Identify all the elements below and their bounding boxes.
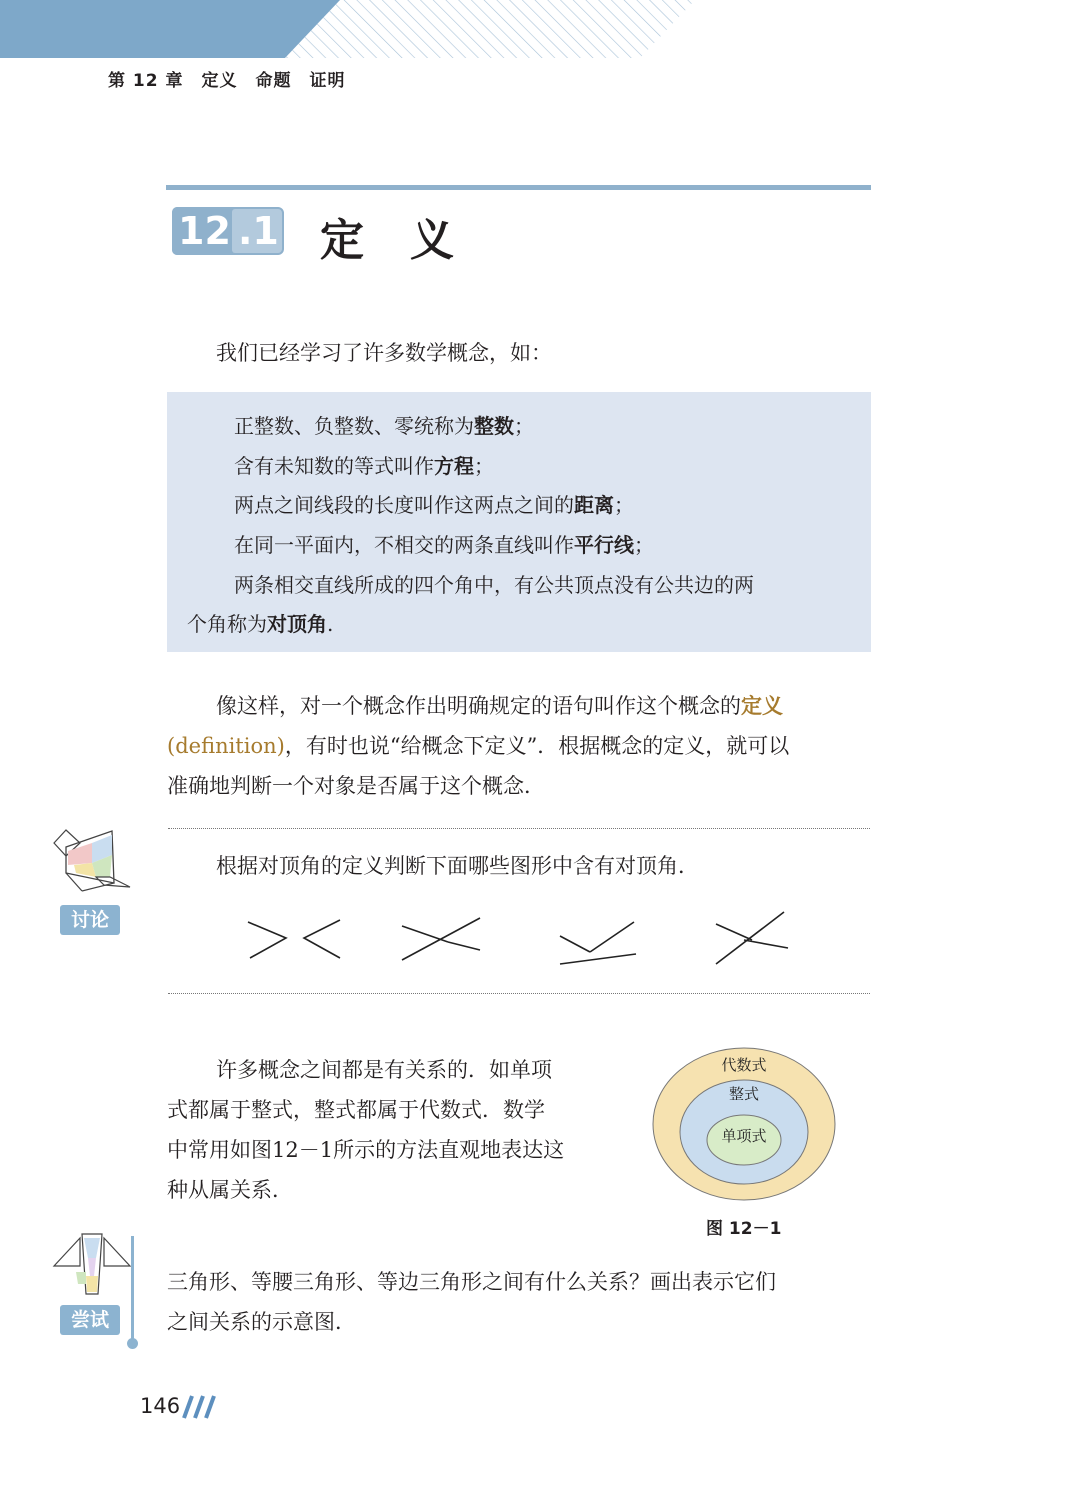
middle-label: 整式: [728, 1085, 760, 1103]
paragraph-line: 像这样，对一个概念作出明确规定的语句叫作这个概念的定义: [216, 694, 783, 718]
paragraph-line: 准确地判断一个对象是否属于这个概念．: [167, 774, 545, 798]
section-rule: [166, 185, 871, 190]
definition-paragraph: [167, 686, 871, 806]
definition-line: 含有未知数的等式叫作方程；: [234, 454, 494, 478]
try-label: 尝试: [60, 1305, 120, 1335]
definition-line: 在同一平面内，不相交的两条直线叫作平行线；: [234, 533, 654, 557]
section-number-main: 12: [178, 209, 231, 253]
try-question: [167, 1262, 871, 1342]
inner-label: 单项式: [721, 1127, 767, 1145]
figure-caption: 图 12－1: [706, 1219, 782, 1239]
paragraph-line: 三角形、等腰三角形、等边三角形之间有什么关系？画出表示它们: [167, 1270, 776, 1294]
section-title: 定义: [320, 215, 500, 266]
figure-c: [560, 922, 636, 964]
try-bar-dot: [127, 1338, 138, 1349]
nested-sets-diagram: [650, 1044, 840, 1204]
paragraph-line: 中常用如图12－1所示的方法直观地表达这: [167, 1138, 565, 1162]
paragraph-line: 许多概念之间都是有关系的．如单项: [216, 1058, 552, 1082]
figure-d: [716, 912, 788, 964]
angle-figures: [240, 908, 800, 974]
discussion-question: 根据对顶角的定义判断下面哪些图形中含有对顶角．: [216, 854, 699, 878]
section-divider: [168, 828, 870, 829]
outer-label: 代数式: [721, 1056, 767, 1074]
section-divider: [168, 993, 870, 994]
definition-line: 个角称为对顶角.: [187, 612, 334, 636]
figure-b: [402, 918, 480, 960]
try-icon: [52, 1232, 132, 1302]
relation-paragraph: [167, 1050, 627, 1210]
discussion-icon: [52, 825, 132, 895]
definition-box: [167, 392, 871, 652]
section-number-sub: .1: [238, 209, 279, 253]
definition-line: 两条相交直线所成的四个角中，有公共顶点没有公共边的两: [234, 573, 754, 597]
page-number: 146: [140, 1394, 181, 1418]
try-side-bar: [131, 1236, 134, 1344]
discussion-label: 讨论: [60, 905, 120, 935]
page-slash-marks: [176, 1394, 216, 1420]
paragraph-line: (definition)，有时也说“给概念下定义”．根据概念的定义，就可以: [167, 734, 790, 758]
definition-line: 两点之间线段的长度叫作这两点之间的距离；: [234, 493, 634, 517]
header-band: [0, 0, 1082, 60]
paragraph-line: 之间关系的示意图．: [167, 1310, 356, 1334]
paragraph-line: 式都属于整式，整式都属于代数式．数学: [167, 1098, 545, 1122]
intro-text: 我们已经学习了许多数学概念，如：: [216, 341, 552, 365]
chapter-header: 第 12 章 定义 命题 证明: [108, 71, 346, 91]
definition-line: 正整数、负整数、零统称为整数；: [234, 414, 534, 438]
paragraph-line: 种从属关系．: [167, 1178, 293, 1202]
figure-a: [248, 920, 340, 958]
